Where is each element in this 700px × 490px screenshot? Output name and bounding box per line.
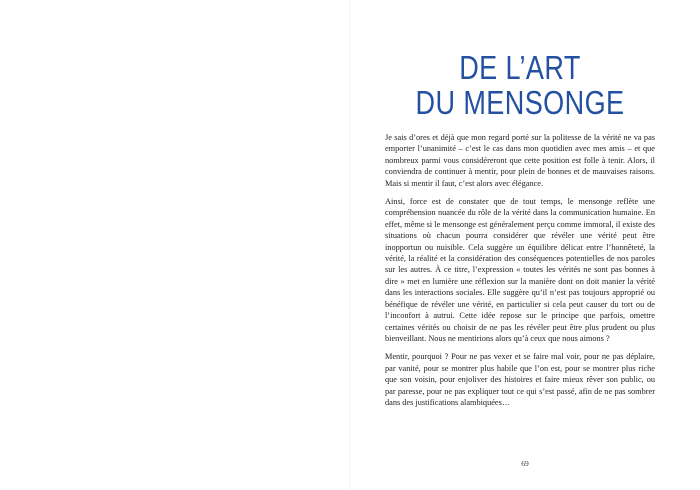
paragraph-3: Mentir, pourquoi ? Pour ne pas vexer et se faire mal voir, pour ne pas déplaire, par vanité, pour se montrer plus habile que l’on est, pour se montrer plus riche que son voisin, pour enjoliver des histoires et faire mieux rêver son public, ou par paresse, pour ne pas expliquer tout ce qui s’est passé, afin de ne pas sombrer dans des justifications alambiquées…	[385, 352, 655, 407]
chapter-title-line-1: DE L’ART	[459, 49, 581, 86]
paragraph-2: Ainsi, force est de constater que de tout temps, le mensonge reflète une compréhension nuancée du rôle de la vérité dans la communication humaine. En effet, même si le mensonge est généralement perçu comme immoral, il existe des situations où chacun pourra considérer que révéler une vérité peut être inopportun ou nuisible. Cela suggère un équilibre délicat entre l’honnêteté, la vérité, la réalité et la considération des conséquences potentielles de nos paroles sur les autres. À ce titre, l’expression « toutes les vérités ne sont pas bonnes à dire » met en lumière une réflexion sur la manière dont on doit manier la vérité dans les interactions sociales. Elle suggère qu’il n’est pas toujours approprié ou bénéfique de révéler une vérité, en particulier si cela peut causer du tort ou de l’inconfort à autrui. Cette idée repose sur le principe que parfois, omettre certaines vérités ou choisir de ne pas les révéler peut être plus prudent ou plus bienveillant. Nous ne mentirions alors qu’à ceux que nous aimons ?	[385, 197, 655, 343]
chapter-title-line-2: DU MENSONGE	[415, 84, 625, 121]
paragraph-1: Je sais d’ores et déjà que mon regard porté sur la politesse de la vérité ne va pas emporter l’unanimité – c’est le cas dans mon quotidien avec mes amis – et que nombreux parmi vous considéreront que cette position est folle à tenir. Alors, il conviendra de continuer à mentir, pour plein de bonnes et de mauvaises raisons. Mais si mentir il faut, c’est alors avec élégance.	[385, 133, 655, 188]
page-number: 69	[521, 459, 529, 468]
chapter-title	[409, 50, 630, 120]
page-gutter	[349, 0, 350, 490]
body-text	[385, 132, 655, 415]
